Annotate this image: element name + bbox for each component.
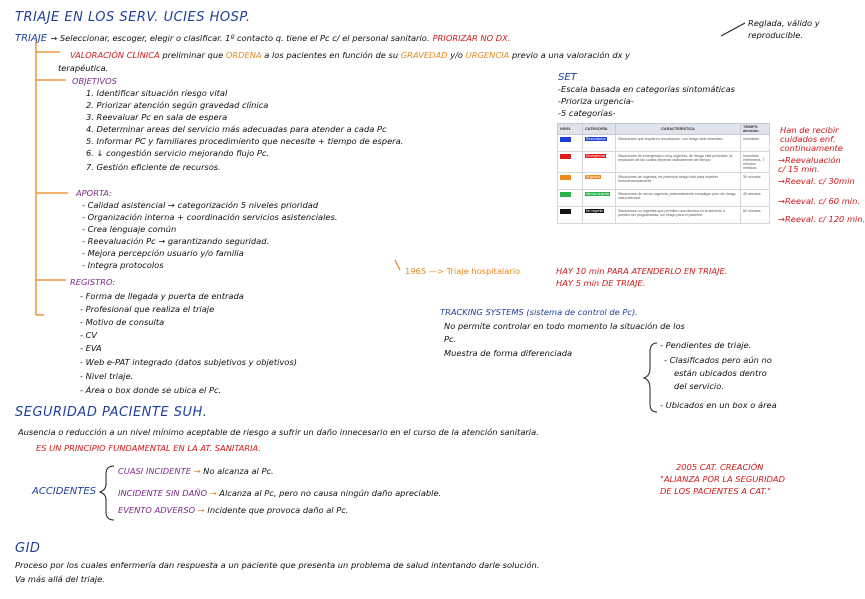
page-title: TRIAJE EN LOS SERV. UCIES HOSP. xyxy=(15,10,251,25)
alianza-note-3: DE LOS PACIENTES A CAT." xyxy=(660,486,771,496)
set-note-4: →Reeval. c/ 60 min. xyxy=(778,196,860,206)
triaje-definition: → Seleccionar, escoger, elegir o clasificar. 1º contacto q. tiene el Pc c/ el personal sanitario. xyxy=(50,33,430,43)
set-table-row xyxy=(558,135,770,152)
registro-6: - Web e-PAT integrado (datos subjetivos y objetivos) xyxy=(80,357,298,367)
set-category xyxy=(583,207,616,224)
gid-line-1: Proceso por los cuales enfermería dan respuesta a un paciente que presenta un problema de salud intentando darle solución. xyxy=(15,560,540,570)
set-table-row xyxy=(558,173,770,190)
set-table-row xyxy=(558,190,770,207)
set-characteristic: Situaciones no urgentes que permiten una demora en la atención o pueden ser programadas, sin riesgo para el paciente. xyxy=(616,207,741,224)
valoracion-text-2: a los pacientes en función de su xyxy=(264,50,399,60)
registro-label: REGISTRO: xyxy=(70,277,116,287)
valoracion-ordena: ORDENA xyxy=(225,50,262,60)
set-category xyxy=(583,190,616,207)
valoracion-line xyxy=(70,50,630,60)
registro-3: - Motivo de consulta xyxy=(80,317,165,327)
tracking-line-2: Pc. xyxy=(444,334,457,344)
registro-7: - Nivel triaje. xyxy=(80,371,134,381)
valoracion-gravedad: GRAVEDAD xyxy=(400,50,448,60)
tracking-item-5: - Ubicados en un box o área xyxy=(660,400,777,410)
valoracion-label: VALORACIÓN CLÍNICA xyxy=(70,50,160,60)
valoracion-text-4: terapéutica. xyxy=(58,63,109,73)
triaje-line xyxy=(15,33,510,44)
set-line-1: -Escala basada en categorías sintomáticas xyxy=(558,84,735,94)
set-time: Inmediato enfermería, 7 minutos médicos xyxy=(741,152,770,173)
set-characteristic: Situaciones de urgencia, de potencial riesgo vital para establer hemodinamicamente xyxy=(616,173,741,190)
set-level-swatch xyxy=(558,190,583,207)
accidente-3 xyxy=(118,505,348,515)
gid-line-2: Va más allá del triaje. xyxy=(15,574,105,584)
registro-1: - Forma de llegada y puerta de entrada xyxy=(80,291,244,301)
aporta-5: - Mejora percepción usuario y/o familia xyxy=(82,248,244,258)
set-category-label: Menos urgente xyxy=(586,192,610,196)
accidente-3-term: EVENTO ADVERSO xyxy=(118,505,196,515)
seguridad-definition: Ausencia o reducción a un nivel mínimo aceptable de riesgo a sufrir un daño innecesario en el curso de la atención sanitaria. xyxy=(18,427,539,437)
valoracion-yo: y/o xyxy=(450,50,464,60)
set-line-3: -5 categorías- xyxy=(558,108,616,118)
set-note-3: →Reeval. c/ 30min xyxy=(778,176,855,186)
registro-8: - Área o box donde se ubica el Pc. xyxy=(80,385,222,395)
accidentes-label: ACCIDENTES xyxy=(32,486,97,497)
aporta-6: - Integra protocolos xyxy=(82,260,164,270)
set-time: Inmediato xyxy=(741,135,770,152)
objetivo-1: 1. Identificar situación riesgo vital xyxy=(86,88,228,98)
alianza-note-1: 2005 CAT. CREACIÓN xyxy=(676,462,764,472)
set-table-row xyxy=(558,152,770,173)
set-level-swatch xyxy=(558,173,583,190)
set-table-row xyxy=(558,207,770,224)
valoracion-text-1: preliminar que xyxy=(162,50,224,60)
registro-4: - CV xyxy=(80,330,98,340)
valoracion-text-3: previo a una valoración dx y xyxy=(511,50,631,60)
set-header-nivel: NIVEL xyxy=(558,124,583,135)
set-table xyxy=(557,123,770,224)
objetivos-label: OBJETIVOS xyxy=(72,76,117,86)
registro-5: - EVA xyxy=(80,343,102,353)
objetivo-4: 4. Determinar areas del servicio más adecuadas para atender a cada Pc xyxy=(86,124,387,134)
objetivo-6: 6. ↓ congestión servicio mejorando flujo Pc. xyxy=(86,148,270,158)
aporta-4: - Reevaluación Pc → garantizando seguridad. xyxy=(82,236,270,246)
set-label: SET xyxy=(558,72,577,83)
aporta-label: APORTA: xyxy=(76,188,112,198)
set-header-tiempo: TIEMPO atención xyxy=(741,124,770,135)
tracking-line-1: No permite controlar en todo momento la situación de los xyxy=(444,321,685,331)
set-characteristic: Situaciones de menor urgencia, potencialmente complejas pero sin riesgo vital potencial. xyxy=(616,190,741,207)
set-category xyxy=(583,152,616,173)
tracking-item-2: - Clasificados pero aún no xyxy=(664,355,772,365)
arrow-right-icon: → xyxy=(193,466,201,476)
set-category-label: Resucitación xyxy=(586,137,607,141)
aporta-1: - Calidad asistencial → categorización 5 niveles prioridad xyxy=(82,200,319,210)
hay-line-2: HAY 5 min DE TRIAJE. xyxy=(556,278,646,288)
objetivo-3: 3. Reevaluar Pc en sala de espera xyxy=(86,112,228,122)
set-characteristic: Situaciones que requieren resucitación, con riesgo vital inmediato xyxy=(616,135,741,152)
accidente-2-desc: Alcanza al Pc, pero no causa ningún daño apreciable. xyxy=(219,488,442,498)
accidente-2 xyxy=(118,488,441,498)
set-note-2: →Reevaluación c/ 15 min. xyxy=(778,155,841,174)
set-note-1: Han de recibir cuidados enf. continuamente xyxy=(780,125,843,153)
set-characteristic: Situaciones de emergencia o muy urgentes, de riesgo vital previsible, la resolución de las cuales depende radicalmente del tiempo xyxy=(616,152,741,173)
tracking-item-3: están ubicados dentro xyxy=(674,368,767,378)
set-header-caracteristica: CARACTERÍSTICA xyxy=(616,124,741,135)
objetivo-5: 5. Informar PC y familiares procedimiento que necesite + tiempo de espera. xyxy=(86,136,404,146)
accidente-1 xyxy=(118,466,274,476)
triaje-hospitalario-note: 1965 —> Triaje hospitalario xyxy=(405,266,521,276)
set-header-categoria: CATEGORÍA xyxy=(583,124,616,135)
accidente-1-term: CUASI INCIDENTE xyxy=(118,466,191,476)
tracking-label: TRACKING SYSTEMS (sistema de control de Pc). xyxy=(440,307,638,317)
top-note: Reglada, válido y reproducible. xyxy=(748,18,820,40)
tracking-item-1: - Pendientes de triaje. xyxy=(660,340,752,350)
gid-label: GID xyxy=(15,541,41,556)
set-category-label: Urgencia xyxy=(586,175,601,179)
alianza-note-2: "ALIANZA POR LA SEGURIDAD xyxy=(660,474,785,484)
seguridad-principle: ES UN PRINCIPIO FUNDAMENTAL EN LA AT. SANITARIA. xyxy=(36,443,262,453)
tracking-item-4: del servicio. xyxy=(674,381,724,391)
valoracion-urgencia: URGENCIA xyxy=(465,50,510,60)
set-time: 30 minutos xyxy=(741,173,770,190)
set-line-2: -Prioriza urgencia- xyxy=(558,96,634,106)
tracking-line-3: Muestra de forma diferenciada xyxy=(444,348,573,358)
set-note-5: →Reeval. c/ 120 min. xyxy=(778,214,865,224)
set-level-swatch xyxy=(558,152,583,173)
set-time: 60 minutos xyxy=(741,207,770,224)
set-level-swatch xyxy=(558,207,583,224)
objetivo-7: 7. Gestión eficiente de recursos. xyxy=(86,162,221,172)
set-table-header-row xyxy=(558,124,770,135)
triaje-label: TRIAJE xyxy=(15,33,48,44)
set-category-label: No urgente xyxy=(586,209,604,213)
seguridad-label: SEGURIDAD PACIENTE SUH. xyxy=(15,405,208,420)
set-category-label: Emergencia xyxy=(586,154,605,158)
arrow-right-icon: → xyxy=(197,505,205,515)
aporta-3: - Crea lenguaje común xyxy=(82,224,177,234)
set-level-swatch xyxy=(558,135,583,152)
objetivo-2: 2. Priorizar atención según gravedad clínica xyxy=(86,100,269,110)
arrow-right-icon: → xyxy=(209,488,217,498)
set-category xyxy=(583,173,616,190)
accidente-1-desc: No alcanza al Pc. xyxy=(203,466,274,476)
triaje-highlight: PRIORIZAR NO DX. xyxy=(432,33,511,43)
set-time: 45 minutos xyxy=(741,190,770,207)
aporta-2: - Organización interna + coordinación servicios asistenciales. xyxy=(82,212,338,222)
hay-line-1: HAY 10 min PARA ATENDERLO EN TRIAJE. xyxy=(556,266,728,276)
accidente-3-desc: Incidente que provoca daño al Pc. xyxy=(207,505,349,515)
accidente-2-term: INCIDENTE SIN DAÑO xyxy=(118,488,208,498)
set-category xyxy=(583,135,616,152)
registro-2: - Profesional que realiza el triaje xyxy=(80,304,215,314)
